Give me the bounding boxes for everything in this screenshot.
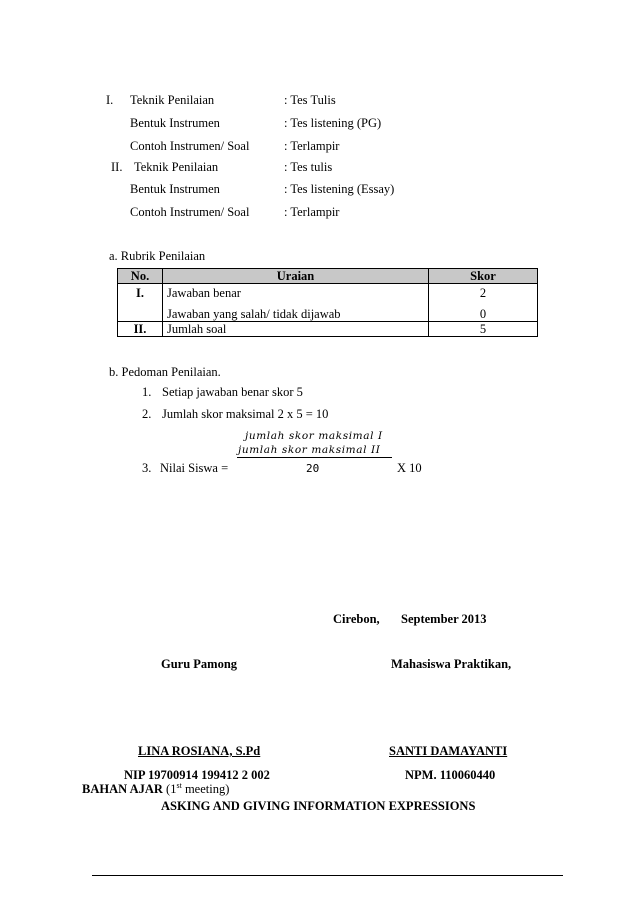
header-no: No.	[118, 269, 163, 284]
document-title: ASKING AND GIVING INFORMATION EXPRESSIONS	[161, 799, 476, 813]
right-role: Mahasiswa Praktikan,	[391, 657, 512, 671]
right-id: NPM. 110060440	[405, 768, 496, 782]
left-role: Guru Pamong	[161, 657, 238, 671]
formula-label: Nilai Siswa =	[160, 461, 229, 475]
bahan-ajar-line	[82, 782, 229, 796]
contoh-value: : Terlampir	[284, 205, 340, 219]
uraian-cell: Jawaban yang salah/ tidak dijawab	[167, 307, 341, 321]
bentuk-label: Bentuk Instrumen	[130, 116, 220, 130]
contoh-label: Contoh Instrumen/ Soal	[130, 205, 250, 219]
formula-multiplier: X 10	[397, 461, 422, 475]
item-number: 2.	[142, 407, 152, 421]
skor-cell: 2	[479, 286, 487, 300]
teknik-value: : Tes Tulis	[284, 93, 336, 107]
row-no: I.	[118, 284, 163, 322]
contoh-label: Contoh Instrumen/ Soal	[130, 139, 250, 153]
header-skor: Skor	[429, 269, 538, 284]
item-number: 3.	[142, 461, 152, 475]
teknik-value: : Tes tulis	[284, 160, 333, 174]
left-id: NIP 19700914 199412 2 002	[124, 768, 270, 782]
contoh-value: : Terlampir	[284, 139, 340, 153]
bahan-ajar-label: BAHAN AJAR	[82, 782, 163, 796]
skor-cell: 0	[479, 307, 487, 321]
fraction-bar	[237, 457, 392, 458]
signature-date: September 2013	[401, 612, 487, 626]
rubrik-table	[117, 268, 538, 337]
item-number: 1.	[142, 385, 152, 399]
rubrik-heading: a. Rubrik Penilaian	[109, 249, 206, 263]
teknik-label: Teknik Penilaian	[134, 160, 219, 174]
item-text: Jumlah skor maksimal 2 x 5 = 10	[162, 407, 329, 421]
section-numeral-1: I.	[106, 93, 114, 107]
teknik-label: Teknik Penilaian	[130, 93, 215, 107]
formula-numerator-line2: jumlah skor maksimal II	[238, 444, 381, 456]
formula-denominator: 20	[306, 462, 320, 475]
table-row	[118, 284, 538, 322]
meeting-open: (1	[166, 782, 177, 796]
pedoman-heading: b. Pedoman Penilaian.	[109, 365, 221, 379]
section-numeral-2: II.	[111, 160, 123, 174]
skor-cell: 5	[429, 322, 538, 337]
bentuk-label: Bentuk Instrumen	[130, 182, 220, 196]
footer-divider	[92, 875, 563, 876]
bentuk-value: : Tes listening (PG)	[284, 116, 382, 130]
table-row	[118, 322, 538, 337]
meeting-sup: st	[176, 781, 182, 790]
signature-place: Cirebon,	[333, 612, 380, 626]
left-name: LINA ROSIANA, S.Pd	[138, 744, 261, 758]
right-name: SANTI DAMAYANTI	[389, 744, 508, 758]
uraian-cell: Jumlah soal	[163, 322, 429, 337]
item-text: Setiap jawaban benar skor 5	[162, 385, 303, 399]
formula-numerator-line1: jumlah skor maksimal I	[245, 430, 383, 442]
meeting-close: meeting)	[181, 782, 230, 796]
uraian-cell: Jawaban benar	[167, 286, 241, 300]
row-no: II.	[118, 322, 163, 337]
header-uraian: Uraian	[163, 269, 429, 284]
bentuk-value: : Tes listening (Essay)	[284, 182, 395, 196]
